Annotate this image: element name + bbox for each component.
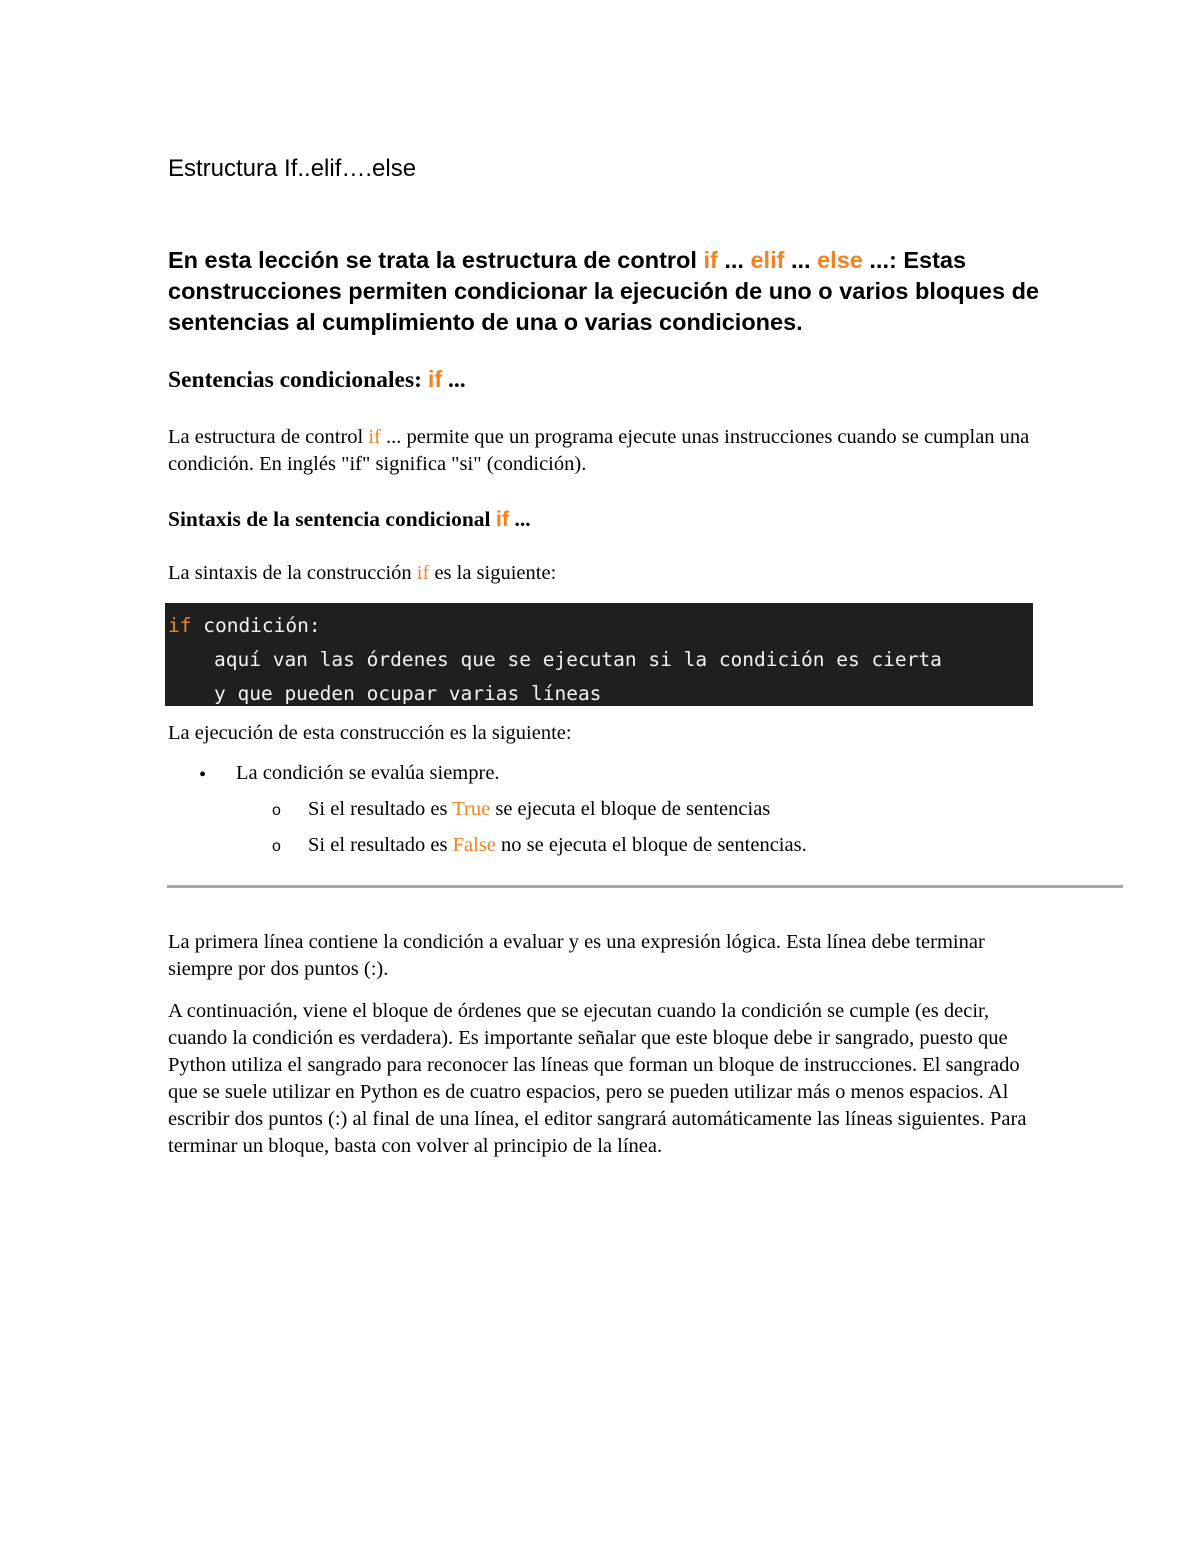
paragraph-text-pre: La estructura de control — [168, 426, 369, 448]
heading-ellipsis: ... — [509, 507, 531, 531]
keyword-elif: elif — [750, 247, 785, 273]
paragraph-text-post: ... permite que un programa ejecute unas instrucciones cuando se cumplan una condición. En inglés "if" significa "si" (condición). — [168, 426, 1030, 475]
code-line-2: aquí van las órdenes que se ejecutan si la condición es cierta — [214, 648, 942, 671]
code-block — [165, 603, 1033, 706]
code-line-3: y que pueden ocupar varias líneas — [214, 682, 602, 705]
keyword-else: else — [817, 247, 863, 273]
heading-sintaxis — [168, 507, 531, 532]
paragraph-bloque-ordenes: A continuación, viene el bloque de órdenes que se ejecutan cuando la condición se cumple (es decir, cuando la condición es verdadera). Es importante señalar que este bloque debe ir sangrado, puesto que Python utiliza el sangrado para reconocer las líneas que forman un bloque de instrucciones. El sangrado que se suele utilizar en Python es de cuatro espacios, pero se pueden utilizar más o menos espacios. Al escribir dos puntos (:) al final de una línea, el editor sangrará automáticamente las líneas siguientes. Para terminar un bloque, basta con volver al principio de la línea. — [168, 1000, 1027, 1157]
code-condition: condición: — [191, 614, 321, 637]
heading-sentencias-condicionales — [168, 366, 466, 394]
intro-sep-1: ... — [717, 247, 751, 273]
sub-bullet-circle-icon: o — [272, 802, 281, 819]
paragraph-primera-linea: La primera línea contiene la condición a evaluar y es una expresión lógica. Esta línea debe terminar siempre por dos puntos (:). — [168, 931, 985, 980]
horizontal-divider — [167, 885, 1123, 888]
paragraph-estructura-if — [168, 424, 1048, 478]
list-text-pre: Si el resultado es — [308, 798, 453, 820]
sub-list-item-false — [308, 834, 807, 857]
code-line-1 — [168, 614, 321, 638]
list-text-post: no se ejecuta el bloque de sentencias. — [495, 834, 807, 856]
paragraph-text-post: es la siguiente: — [429, 562, 557, 584]
inline-keyword-if: if — [416, 562, 430, 584]
intro-sep-2: ... — [784, 247, 818, 273]
heading-keyword-if: if — [495, 507, 510, 531]
sub-bullet-circle-icon: o — [272, 838, 281, 855]
list-item: La condición se evalúa siempre. — [236, 762, 500, 784]
intro-paragraph — [168, 245, 1048, 338]
page-title: Estructura If..elif….else — [168, 155, 417, 182]
intro-text-pre: En esta lección se trata la estructura de control — [168, 247, 704, 273]
keyword-false: False — [452, 834, 496, 856]
list-text-post: se ejecuta el bloque de sentencias — [490, 798, 771, 820]
paragraph-ejecucion: La ejecución de esta construcción es la siguiente: — [168, 722, 572, 744]
heading-ellipsis: ... — [442, 367, 466, 393]
list-text-pre: Si el resultado es — [308, 834, 453, 856]
bullet-dot-icon: • — [199, 764, 207, 786]
heading-text: Sentencias condicionales: — [168, 367, 428, 393]
heading-text: Sintaxis de la sentencia condicional — [168, 507, 496, 531]
sub-list-item-true — [308, 798, 770, 821]
heading-keyword-if: if — [427, 366, 443, 392]
inline-keyword-if: if — [368, 426, 381, 448]
keyword-true: True — [452, 798, 491, 820]
code-keyword-if: if — [168, 614, 192, 637]
intro-text-post: ...: Estas construcciones permiten condicionar la ejecución de uno o varios bloques de sentencias al cumplimiento de una o varias condiciones. — [168, 247, 1040, 335]
keyword-if: if — [703, 247, 718, 273]
paragraph-sintaxis — [168, 562, 556, 585]
paragraph-text-pre: La sintaxis de la construcción — [168, 562, 417, 584]
